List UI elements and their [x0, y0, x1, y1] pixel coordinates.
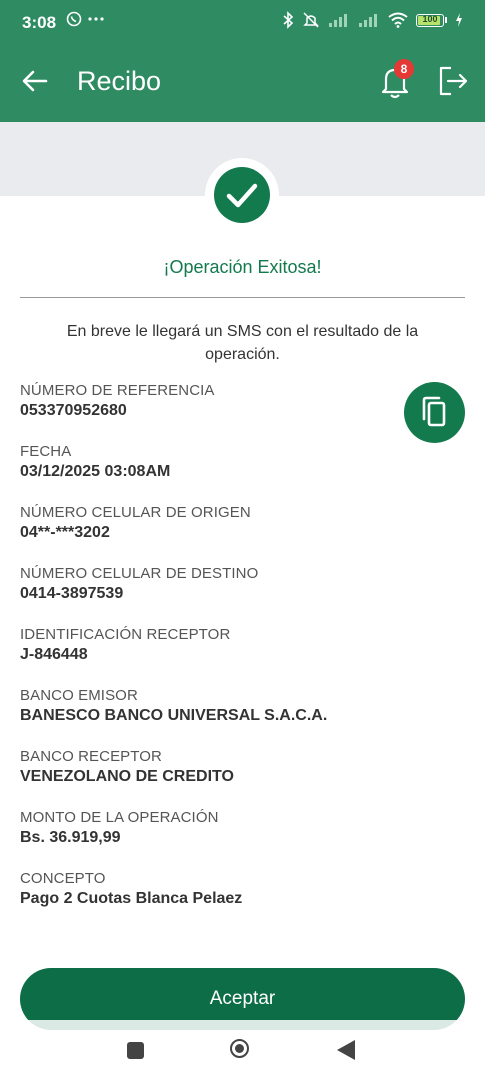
field-label: NÚMERO CELULAR DE ORIGEN: [20, 504, 251, 521]
field-date: [20, 442, 400, 503]
copy-icon: [404, 382, 465, 443]
field-receiver-bank: [20, 747, 400, 808]
field-value: J-846448: [20, 646, 88, 663]
accept-button[interactable]: Aceptar: [20, 968, 465, 1030]
copy-button[interactable]: [404, 382, 465, 443]
mute-icon: [302, 11, 320, 29]
field-value: 053370952680: [20, 402, 127, 419]
signal-icon-2: [358, 13, 380, 27]
notification-badge: 8: [394, 59, 414, 79]
check-circle-icon: [214, 167, 270, 223]
logout-icon[interactable]: [436, 64, 470, 98]
field-label: NÚMERO DE REFERENCIA: [20, 382, 215, 399]
page-title: Recibo: [77, 66, 162, 96]
home-icon[interactable]: [230, 1039, 249, 1058]
field-value: Pago 2 Cuotas Blanca Pelaez: [20, 890, 243, 907]
field-value: VENEZOLANO DE CREDITO: [20, 768, 234, 785]
field-value: 04**-***3202: [20, 524, 110, 541]
success-badge: [205, 158, 279, 232]
field-amount: [20, 808, 400, 869]
field-label: BANCO RECEPTOR: [20, 748, 162, 765]
field-label: FECHA: [20, 443, 72, 460]
field-origin-phone: [20, 503, 400, 564]
field-value: 03/12/2025 03:08AM: [20, 463, 171, 480]
arrow-left-icon[interactable]: [20, 66, 50, 96]
status-bar: [0, 0, 485, 44]
field-value: 0414-3897539: [20, 585, 124, 602]
back-triangle-icon[interactable]: [337, 1040, 355, 1060]
more-dots-icon: [88, 16, 104, 22]
receipt-details: [20, 381, 400, 930]
divider: [20, 297, 465, 298]
system-nav-bar: [0, 1020, 485, 1080]
app-bar: [0, 44, 485, 122]
field-destination-phone: [20, 564, 400, 625]
field-label: NÚMERO CELULAR DE DESTINO: [20, 565, 259, 582]
status-time: 3:08: [22, 13, 57, 32]
sms-notice: En breve le llegará un SMS con el resultado de la operación.: [66, 323, 419, 363]
field-issuer-bank: [20, 686, 400, 747]
wifi-icon: [388, 12, 408, 28]
charging-icon: [455, 13, 463, 27]
field-label: MONTO DE LA OPERACIÓN: [20, 809, 219, 826]
field-receiver-id: [20, 625, 400, 686]
field-value: BANESCO BANCO UNIVERSAL S.A.C.A.: [20, 707, 328, 724]
whatsapp-icon: [66, 11, 82, 27]
recents-icon[interactable]: [127, 1042, 144, 1059]
field-label: BANCO EMISOR: [20, 687, 138, 704]
field-reference: [20, 381, 400, 442]
field-concept: [20, 869, 400, 930]
battery-indicator: 100: [416, 14, 447, 27]
signal-icon: [328, 13, 350, 27]
field-label: CONCEPTO: [20, 870, 106, 887]
field-label: IDENTIFICACIÓN RECEPTOR: [20, 626, 231, 643]
bluetooth-icon: [282, 11, 294, 29]
success-message: ¡Operación Exitosa!: [163, 257, 322, 277]
field-value: Bs. 36.919,99: [20, 829, 121, 846]
